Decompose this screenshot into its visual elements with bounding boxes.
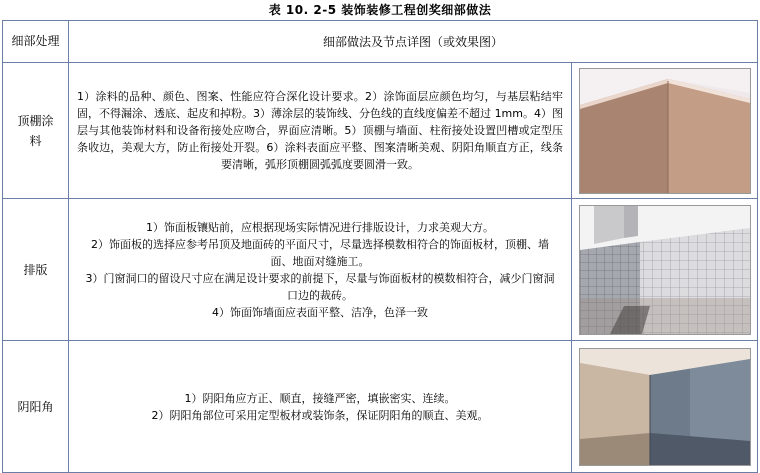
header-cell-detail [3,21,69,63]
layout-line: 4）饰面饰墙面应表面平整、洁净，色泽一致 [212,305,428,319]
corners-photo [579,348,751,466]
tile-layout-photo [579,205,751,335]
layout-line: 3）门窗洞口的留设尺寸应在满足设计要求的前提下，尽量与饰面板材的模数相符合，减少门窗洞口边的裁砖。 [85,271,555,302]
category-corners: 阴阳角 [17,399,54,414]
layout-line: 2）饰面板的选择应参考吊顶及地面砖的平面尺寸，尽量选择模数相符合的饰面板材，顶棚、墙面、地面对缝施工。 [91,237,549,268]
description-corners [69,390,571,424]
ceiling-paint-photo [579,68,751,194]
header-detail-label: 细部处理 [11,34,60,48]
header-cell-method [69,21,758,63]
photo-cell [572,341,758,473]
corners-line: 2）阴阳角部位可采用定型板材或装饰条，保证阴阳角的顺直、美观。 [151,408,489,422]
detail-table [2,20,758,473]
category-cell [3,199,69,341]
table-row [3,63,758,199]
category-layout: 排版 [23,262,48,277]
description-layout [69,219,571,321]
category-ceiling-paint: 顶棚涂料 [17,113,54,148]
corners-line: 1）阴阳角应方正、顺直，接缝严密，填嵌密实、连续。 [184,391,456,405]
description-cell [69,341,572,473]
table-header-row [3,21,758,63]
category-cell [3,63,69,199]
description-ceiling-paint: 1）涂料的品种、颜色、图案、性能应符合深化设计要求。2）涂饰面层应颜色均匀，与基层粘结牢固，不得漏涂、透底、起皮和掉粉。3）薄涂层的装饰线、分色线的直线度偏差不超过 1mm。4）图层与其他装饰材料和设备衔接处应吻合，界面应清晰。5）顶棚与墙面、柱衔接处设置凹槽或定型压条收边，美观大方，防止衔接处开裂。6）涂料表面应平整、图案清晰美观、阴阳角顺直方正，线条要清晰，弧形顶棚圆弧弧度要圆滑一致。 [77,90,563,171]
layout-line: 1）饰面板镶贴前，应根据现场实际情况进行排版设计，力求美观大方。 [146,220,494,234]
table-title: 表 10. 2-5 装饰装修工程创奖细部做法 [268,3,492,17]
description-cell [69,63,572,199]
table-row [3,341,758,473]
category-cell [3,341,69,473]
photo-cell [572,63,758,199]
photo-cell [572,199,758,341]
description-cell [69,199,572,341]
table-row [3,199,758,341]
header-method-label: 细部做法及节点详图（或效果图） [323,35,504,49]
